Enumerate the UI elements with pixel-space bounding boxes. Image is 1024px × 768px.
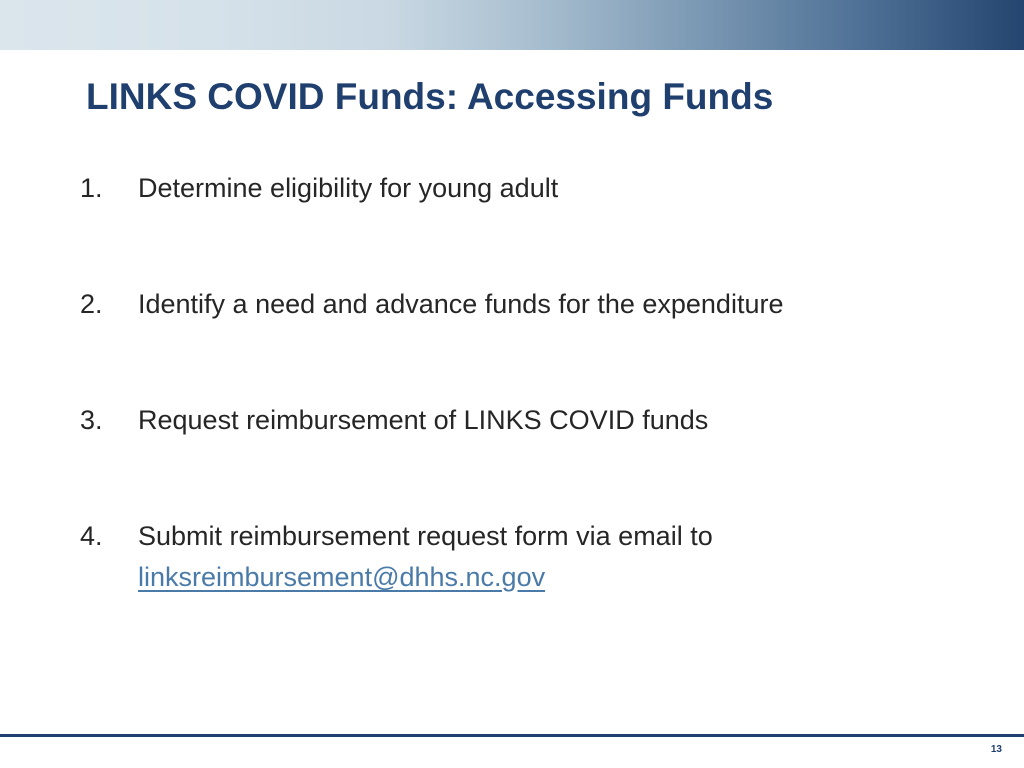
header-gradient-band — [0, 0, 1024, 50]
email-link[interactable]: linksreimbursement@dhhs.nc.gov — [138, 562, 546, 592]
item-number: 1. — [80, 173, 103, 203]
item-text: Determine eligibility for young adult — [138, 173, 559, 203]
item-text-block — [138, 516, 978, 598]
footer-rule — [0, 734, 1024, 737]
item-number: 4. — [80, 521, 103, 551]
slide-title: LINKS COVID Funds: Accessing Funds — [86, 76, 774, 117]
item-text: Submit reimbursement request form via email to — [138, 521, 713, 551]
item-number: 3. — [80, 405, 103, 435]
page-number: 13 — [990, 744, 1002, 755]
item-text: Identify a need and advance funds for the expenditure — [138, 289, 784, 319]
item-text: Request reimbursement of LINKS COVID funds — [138, 405, 709, 435]
item-number: 2. — [80, 289, 103, 319]
